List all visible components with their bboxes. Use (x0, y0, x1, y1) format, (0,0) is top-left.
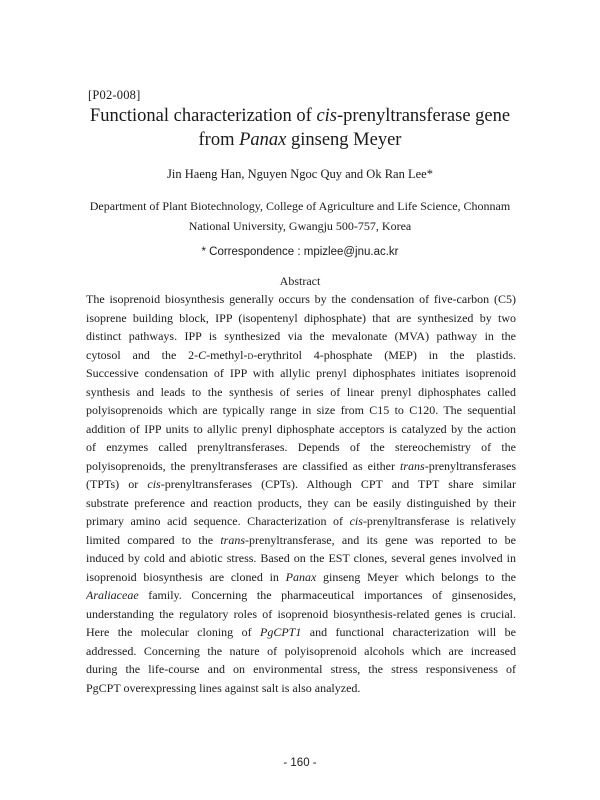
abstract-text: isoprenoid biosynthesis are cloned in (86, 569, 286, 584)
title-line-2 (40, 128, 560, 152)
abstract-text: understanding the regulatory roles of isoprenoid biosynthesis-related genes is crucial. (86, 606, 516, 621)
italic-term: cis (147, 477, 161, 491)
abstract-text: D (247, 351, 254, 361)
abstract-line (86, 549, 516, 568)
author-list: Jin Haeng Han, Nguyen Ngoc Quy and Ok Ran Lee* (167, 167, 433, 181)
italic-term: Araliaceae (86, 588, 139, 602)
abstract-line (86, 475, 516, 494)
abstract-line (86, 623, 516, 642)
abstract-text: polyisoprenoids which are typically range in size from C15 to C120. The sequential (86, 403, 516, 417)
abstract-line (86, 401, 516, 420)
abstract-text: PgCPT overexpressing lines against salt is also analyzed. (86, 680, 361, 695)
abstract-text: -erythritol 4-phosphate (MEP) in the plastids. (253, 347, 516, 362)
abstract-text: addressed. Concerning the nature of polyisoprenoid alcohols which are increased (86, 643, 516, 658)
italic-term: trans (220, 532, 245, 547)
abstract-text: of enzymes called prenyltransferases. Depends of the stereochemistry of the (86, 440, 516, 454)
abstract-line (86, 679, 516, 698)
abstract-line (86, 512, 516, 531)
affiliation-line: National University, Gwangju 500-757, Korea (188, 219, 412, 233)
abstract-text: -methyl- (206, 347, 248, 362)
abstract-text: addition of IPP units to allylic prenyl diphosphate acceptors is catalyzed by the action (86, 421, 516, 436)
abstract-text: (TPTs) or (86, 477, 148, 491)
abstract-line (86, 457, 516, 476)
title-text: Functional characterization of (89, 106, 317, 126)
abstract-line (86, 346, 516, 365)
abstract-line (86, 290, 516, 309)
paper-code: [P02-008] (88, 88, 141, 102)
abstract-text: polyisoprenoids, the prenyltransferases are classified as either (86, 458, 401, 473)
abstract-line (86, 568, 516, 587)
abstract-line (86, 327, 516, 346)
correspondence: * Correspondence : mpizlee@jnu.ac.kr (201, 246, 399, 258)
abstract-text: cytosol and the 2- (86, 347, 199, 362)
abstract-text: synthesis and leads to the synthesis of series of linear prenyl diphosphates called (86, 384, 516, 399)
abstract-text: substrate preference and reaction products, they can be easily distinguished by their (86, 495, 516, 510)
abstract-text: -prenyltransferase is relatively (362, 514, 516, 528)
title-text: ginseng Meyer (286, 130, 402, 150)
abstract-text: limited compared to the (86, 532, 221, 547)
page-number: - 160 - (283, 757, 317, 769)
abstract-line (86, 309, 516, 328)
abstract-text: Successive condensation of IPP with allylic prenyl diphosphates initiates isoprenoid (86, 366, 516, 380)
title-line-1 (40, 104, 560, 128)
abstract-line (86, 605, 516, 624)
abstract-heading: Abstract (279, 274, 321, 288)
abstract-line (86, 494, 516, 513)
affiliation (40, 196, 560, 236)
abstract-line (86, 531, 516, 550)
italic-term: Panax (285, 569, 317, 584)
italic-term: C (198, 347, 207, 362)
abstract-text: isoprene building block, IPP (isopentenyl diphosphate) that are synthesized by two (86, 310, 516, 325)
abstract-line (86, 586, 516, 605)
abstract-text: and functional characterization will be (301, 625, 516, 639)
title-text: from (198, 130, 240, 150)
affiliation-line: Department of Plant Biotechnology, College of Agriculture and Life Science, Chonnam (89, 199, 511, 213)
abstract-line (86, 642, 516, 661)
abstract-text: The isoprenoid biosynthesis generally occurs by the condensation of five-carbon (C5) (86, 292, 516, 306)
abstract-line (86, 420, 516, 439)
italic-term: PgCPT1 (260, 625, 302, 639)
abstract-text: family. Concerning the pharmaceutical importances of ginsenosides, (138, 588, 516, 602)
abstract-text: ginseng Meyer which belongs to the (316, 569, 516, 584)
abstract-body (86, 290, 516, 697)
abstract-text: during the life-course and on environmental stress, the stress responsiveness of (86, 662, 516, 676)
abstract-text: Here the molecular cloning of (86, 625, 260, 639)
italic-term: cis (349, 514, 363, 528)
abstract-line (86, 364, 516, 383)
abstract-text: -prenyltransferase, and its gene was reported to be (245, 532, 516, 547)
abstract-line (86, 660, 516, 679)
abstract-line (86, 383, 516, 402)
paper-title (40, 104, 560, 152)
title-italic-term: Panax (239, 130, 287, 150)
italic-term: trans (400, 458, 425, 473)
title-text: -prenyltransferase gene (337, 106, 511, 126)
abstract-text: distinct pathways. IPP is synthesized via the mevalonate (MVA) pathway in the (86, 329, 516, 343)
abstract-text: -prenyltransferases (CPTs). Although CPT and TPT share similar (160, 477, 516, 491)
abstract-text: -prenyltransferases (424, 458, 516, 473)
abstract-line (86, 438, 516, 457)
abstract-text: induced by cold and abiotic stress. Based on the EST clones, several genes involved in (86, 551, 516, 565)
title-italic-term: cis (316, 106, 337, 126)
abstract-text: primary amino acid sequence. Characterization of (86, 514, 350, 528)
